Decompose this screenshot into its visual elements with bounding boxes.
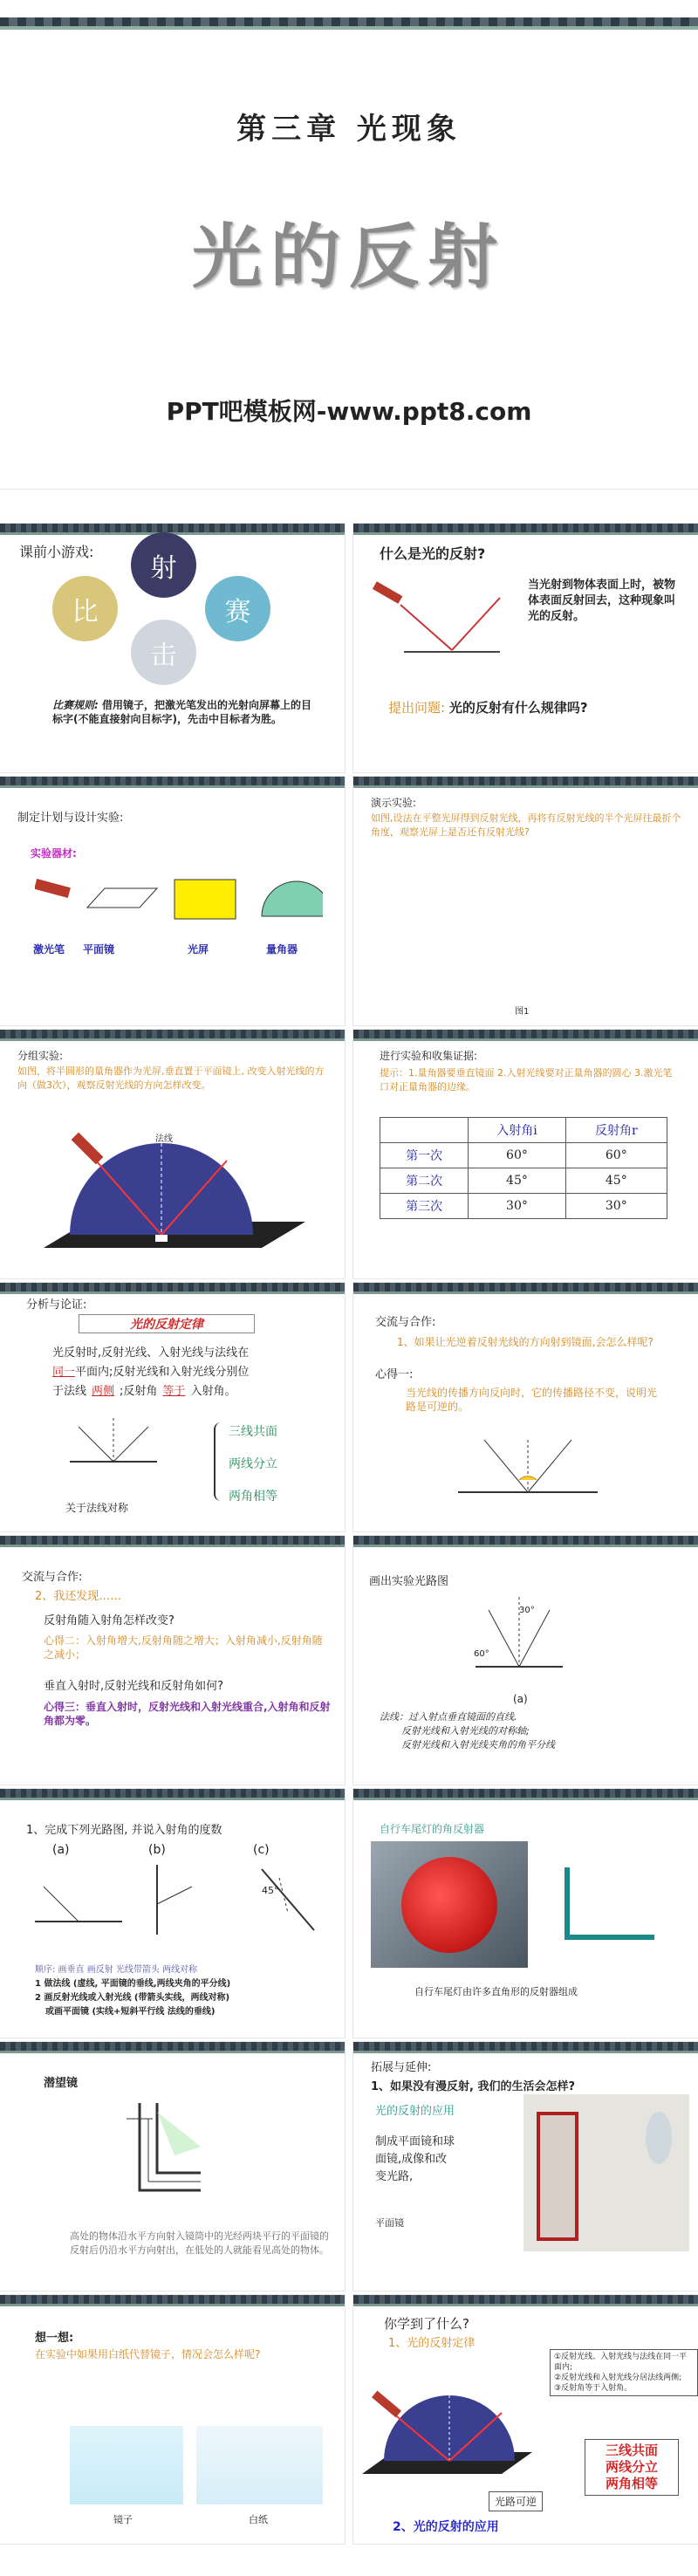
cover-chapter: 第三章 光现象 [236,112,462,147]
table-cell: 45° [565,1168,667,1194]
ex-n1: 1 做法线 (虚线, 平面镜的垂线,两线夹角的平分线) [35,1979,231,1989]
disc-ask2: 垂直入射时,反射光线和反射角如何? [44,1680,224,1693]
periscope-diagram [122,2094,227,2216]
slide-definition [353,524,698,772]
sum-list-item: ①反射光线、入射光线与法线在同一平面内; [554,2353,688,2372]
slide-periscope [0,2042,345,2291]
law-sym: 关于法线对称 [65,1502,129,1514]
ex-notes: 顺序: 画垂直 画反射 光线带箭头 两线对称 [35,1965,198,1975]
demo-fig-label: 图1 [515,1007,530,1017]
circle-she: 射 [131,532,196,598]
ex-angle: 45° [262,1885,279,1896]
summary-diagram [358,2352,532,2491]
table-row [380,1194,667,1219]
bike-photo [371,1841,528,1968]
slide-draw [353,1536,698,1785]
laser-pointer [72,1133,104,1165]
reflection-diagram [369,572,526,668]
think-title: 想一想: [35,2332,74,2345]
draw-angle2: 60° [474,1649,489,1659]
paper-image [196,2426,323,2504]
mirror-photo [524,2094,689,2251]
plane-mirror [87,888,157,908]
rev-q: 1、如果让光逆着反射光线的方向射到镜面,会怎么样呢? [397,1336,654,1348]
blank-same: 同一 [52,1366,76,1379]
law-point: 两线分立 [229,1457,277,1471]
draw-m2: 反射光线和入射光线的对称轴; [401,1725,530,1737]
table-header [380,1118,469,1143]
demo-title: 演示实验: [371,797,417,809]
cover-site: PPT吧模板网-www.ppt8.com [166,397,532,426]
group-title: 分组实验: [17,1050,64,1062]
slide-demo [353,777,698,1025]
label-paper: 白纸 [249,2514,268,2525]
draw-angle1: 30° [519,1606,535,1615]
slide-top-bar [0,524,345,532]
slide-reverse [353,1283,698,1531]
sum-box-item: 两角相等 [605,2476,658,2491]
equip-mirror: 平面镜 [83,943,115,956]
cover-slide [0,0,698,489]
bike-caption: 自行车尾灯由许多直角形的反射器组成 [414,1986,578,1997]
prompt [388,698,588,716]
cover-title: 光的反射 [192,216,506,298]
reflected-ray [452,598,500,650]
law-title: 分析与论证: [26,1298,87,1312]
table-header-row [380,1118,667,1143]
draw-title: 画出实验光路图 [369,1575,449,1588]
table-cell: 第二次 [380,1168,469,1194]
corner-reflector [550,1859,672,1955]
mirror-image [70,2426,183,2504]
prompt-label: 提出问题: [388,700,446,716]
table-cell: 60° [565,1143,667,1168]
disc-title: 交流与合作: [22,1571,83,1584]
ex-n3: 或画平面镜 (实线+短斜平行线 法线的垂线) [45,2007,216,2017]
protractor [262,881,323,916]
cover-green-bar [0,26,698,30]
disc-ans1: 心得二：入射角增大,反射角随之增大；入射角减小,反射角随之减小； [44,1634,323,1661]
mirror-d [155,1235,168,1242]
slide-law [0,1283,345,1531]
circle-sai: 赛 [205,576,270,641]
protractor-experiment [35,1117,314,1265]
table-row [380,1143,667,1168]
sum-item2: 2、光的反射的应用 [393,2520,499,2534]
data-title: 进行实验和收集证据: [380,1050,478,1062]
table-cell: 45° [469,1168,565,1194]
laser-pointer [373,581,402,604]
prompt-question: 光的反射有什么规律吗? [448,700,588,716]
table-cell: 30° [565,1194,667,1219]
table-cell: 30° [469,1194,565,1219]
law-line2: 同一平面内;反射光线和入射光线分别位 [52,1366,250,1379]
equip-protractor: 量角器 [266,943,298,956]
circle-bi: 比 [52,576,118,641]
equip-screen: 光屏 [188,943,209,956]
cover-top-bar [0,17,698,26]
blank-sides: 两侧 [92,1385,115,1398]
sum-box-item: 两线分立 [605,2459,658,2475]
slide-exercise [0,1789,345,2038]
reverse-diagram [449,1422,606,1510]
ex-label-b: (b) [148,1843,166,1857]
ex-title: 1、完成下列光路图, 并说入射角的度数 [26,1824,222,1837]
law-line1: 光反射时,反射光线、入射光线与法线在 [52,1346,250,1360]
blank-equal: 等于 [162,1385,186,1398]
group-text: 如图，将半圆形的量角器作为光屏,垂直置于平面镜上, 改变入射光线的方向（做3次），观察反射光线的方向怎样改变。 [17,1065,325,1091]
sum-item1: 1、光的反射定律 [388,2337,476,2350]
law-name: 光的反射定律 [79,1314,255,1333]
bike-title: 自行车尾灯的角反射器 [380,1823,485,1835]
slide-group-exp [0,1030,345,1278]
mirror-oval [646,2112,672,2164]
rev-answer: 当光线的传播方向反向时，它的传播路径不变，说明光路是可逆的。 [406,1387,658,1413]
ext-mirror: 平面镜 [375,2217,404,2229]
draw-diagram [467,1588,571,1684]
sum-list [550,2349,698,2396]
table-cell: 60° [469,1143,565,1168]
plan-title: 制定计划与设计实验: [17,812,124,825]
disc-ask1: 反射角随入射角怎样改变? [44,1614,174,1627]
data-hint: 提示：1.量角器要垂直镜面 2.入射光线要对正量角器的圆心 3.激光笔口对正量角器的边缘。 [380,1067,673,1093]
disc-ans2: 心得三：垂直入射时，反射光线和入射光线重合,入射角和反射角都为零。 [44,1701,331,1727]
sum-box-item: 三线共面 [605,2442,658,2458]
sum-title: 你学到了什么? [384,2316,469,2332]
sum-rev: 光路可逆 [489,2491,543,2511]
circle-ji: 击 [131,620,196,685]
sum-box [585,2439,679,2496]
law-brace [214,1422,222,1501]
ext-q: 1、如果没有漫反射, 我们的生活会怎样? [371,2080,576,2093]
definition-question: 什么是光的反射? [380,545,486,562]
sum-list-item: ③反射角等于入射角。 [554,2384,633,2393]
rule-label: 比赛规则: [52,699,99,711]
table-row [380,1168,667,1194]
slide-game [0,524,345,772]
table-cell: 第三次 [380,1194,469,1219]
game-rule [52,698,314,726]
slide-think [0,2295,345,2544]
slide-title: 课前小游戏: [19,544,94,560]
disc-q: 2、我还发现…… [35,1590,122,1603]
equip-laser: 激光笔 [33,943,65,956]
slide-discover [0,1536,345,1785]
table-header: 反射角r [565,1118,667,1143]
slide-summary [353,2295,698,2544]
think-q: 在实验中如果用白纸代替镜子，情况会怎么样呢? [35,2348,261,2360]
data-table [380,1117,667,1219]
laser-pointer [35,879,71,898]
draw-m3: 反射光线和入射光线夹角的角平分线 [401,1739,555,1750]
draw-method: 法线：过入射点垂直镜面的直线. [380,1711,517,1723]
peri-title: 潜望镜 [44,2077,79,2090]
tail-light [401,1857,497,1953]
slide-data [353,1030,698,1278]
ex-label-c: (c) [253,1843,270,1857]
table-cell: 第一次 [380,1143,469,1168]
rev-title: 交流与合作: [375,1316,436,1329]
incident-ray [400,605,452,650]
table-header: 入射角i [469,1118,565,1143]
equipment-icons [35,873,323,925]
slide-bike [353,1789,698,2038]
sum-list-item: ②反射光线和入射光线分居法线两侧; [554,2374,682,2382]
light-screen [174,880,236,919]
definition-text: 当光射到物体表面上时，被物体表面反射回去，这种现象叫光的反射。 [528,579,676,623]
slide-plan [0,777,345,1025]
label-mirror: 镜子 [113,2514,133,2525]
normal-label: 法线 [155,1134,173,1144]
rule-text: 借用镜子，把激光笔发出的光射向屏幕上的目标字(不能直接射向目标字)，先击中目标者为胜。 [52,699,312,725]
law-line3: 于法线 两侧 ;反射角 等于 入射角。 [52,1385,236,1398]
slide-extend [353,2042,698,2291]
equip-label: 实验器材: [31,847,77,860]
demo-text: 如图,设法在平整光屏得到反射光线，再将有反射光线的半个光屏往最折个角度，观察光屏上是否还有反射光线? [371,812,681,838]
law-point: 两角相等 [229,1490,277,1504]
ex-diagrams [26,1860,323,1939]
draw-fig: (a) [513,1693,528,1705]
peri-text: 高处的物体沿水平方向射入镜筒中的光经两块平行的平面镜的反射后仍沿水平方向射出，在低处的人就能看见高处的物体。 [70,2230,329,2256]
ex-label-a: (a) [52,1843,70,1857]
law-body [52,1344,340,1401]
law-point: 三线共面 [229,1425,277,1439]
rev-label: 心得一: [375,1368,414,1381]
mirror-frame [537,2112,578,2241]
ext-title: 拓展与延伸: [371,2061,432,2074]
law-diagram [61,1409,166,1488]
ex-n2: 2 画反射光线或入射光线 (带箭头实线，两线对称) [35,1993,230,2003]
ext-text: 制成平面镜和球面镜,成像和改变光路, [375,2135,455,2183]
ext-sub: 光的反射的应用 [375,2105,455,2118]
